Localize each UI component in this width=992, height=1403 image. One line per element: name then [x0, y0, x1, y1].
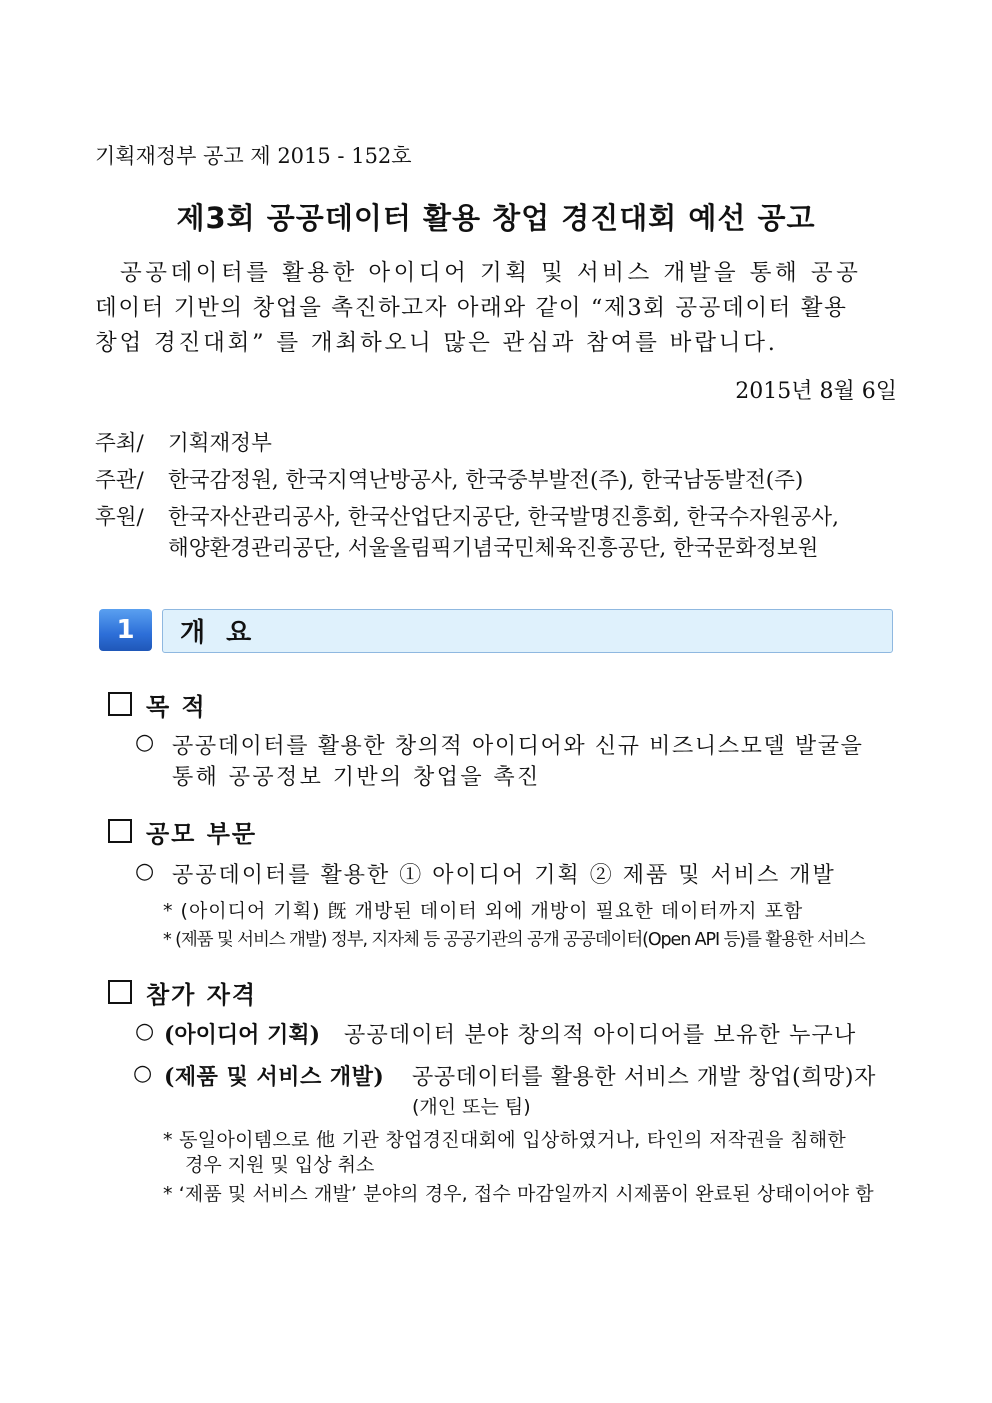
eligibility-note-1-line-1: * 동일아이템으로 他 기관 창업경진대회에 입상하였거나, 타인의 저작권을 침해한	[163, 1129, 847, 1151]
checkbox-square-icon	[108, 692, 132, 716]
intro-line-1: 공공데이터를 활용한 아이디어 기획 및 서비스 개발을 통해 공공	[120, 260, 862, 286]
eligibility-heading: 참가 자격	[146, 980, 258, 1009]
categories-heading: 공모 부문	[146, 819, 258, 848]
sponsor-label: 후원/	[95, 505, 144, 530]
host-value: 기획재정부	[168, 431, 272, 456]
eligibility-item-2-text: 공공데이터를 활용한 서비스 개발 창업(희망)자	[412, 1065, 876, 1090]
section-number-badge: 1	[99, 609, 152, 651]
purpose-line-1: 공공데이터를 활용한 창의적 아이디어와 신규 비즈니스모델 발굴을	[172, 734, 864, 759]
categories-note-2: * (제품 및 서비스 개발) 정부, 지자체 등 공공기관의 공개 공공데이터(Open API 등)를 활용한 서비스	[163, 930, 865, 950]
section-title: 개 요	[180, 618, 258, 648]
categories-line: 공공데이터를 활용한 ① 아이디어 기획 ② 제품 및 서비스 개발	[172, 863, 836, 888]
intro-line-2: 데이터 기반의 창업을 촉진하고자 아래와 같이 “제3회 공공데이터 활용	[95, 295, 848, 321]
checkbox-square-icon	[108, 980, 132, 1004]
organizer-label: 주관/	[95, 468, 144, 493]
host-label: 주최/	[95, 431, 144, 456]
eligibility-item-1-label: (아이디어 기획)	[164, 1022, 320, 1048]
eligibility-note-1-line-2: 경우 지원 및 입상 취소	[185, 1154, 375, 1176]
eligibility-item-1-text: 공공데이터 분야 창의적 아이디어를 보유한 누구나	[344, 1023, 857, 1048]
bullet-icon: ○	[135, 730, 155, 755]
purpose-heading: 목 적	[146, 692, 207, 721]
purpose-line-2: 통해 공공정보 기반의 창업을 촉진	[172, 765, 541, 790]
sponsor-value-line-2: 해양환경관리공단, 서울올림픽기념국민체육진흥공단, 한국문화정보원	[168, 536, 819, 561]
notice-number: 기획재정부 공고 제 2015 - 152호	[95, 144, 412, 168]
bullet-icon: ○	[135, 859, 155, 884]
bullet-icon: ○	[135, 1019, 155, 1044]
eligibility-item-2-label: (제품 및 서비스 개발)	[164, 1064, 385, 1090]
page-title: 제3회 공공데이터 활용 창업 경진대회 예선 공고	[176, 201, 816, 235]
intro-line-3: 창업 경진대회” 를 개최하오니 많은 관심과 참여를 바랍니다.	[95, 330, 778, 356]
section-header-bar	[162, 609, 893, 653]
notice-date: 2015년 8월 6일	[735, 379, 897, 404]
categories-note-1: * (아이디어 기획) 旣 개방된 데이터 외에 개방이 필요한 데이터까지 포함	[163, 900, 804, 922]
bullet-icon: ○	[133, 1061, 153, 1086]
checkbox-square-icon	[108, 819, 132, 843]
eligibility-note-2: * ‘제품 및 서비스 개발’ 분야의 경우, 접수 마감일까지 시제품이 완료된 상태이어야 함	[163, 1183, 874, 1205]
organizer-value: 한국감정원, 한국지역난방공사, 한국중부발전(주), 한국남동발전(주)	[168, 468, 804, 493]
eligibility-item-2-sub: (개인 또는 팀)	[412, 1096, 531, 1118]
sponsor-value-line-1: 한국자산관리공사, 한국산업단지공단, 한국발명진흥회, 한국수자원공사,	[168, 505, 839, 530]
